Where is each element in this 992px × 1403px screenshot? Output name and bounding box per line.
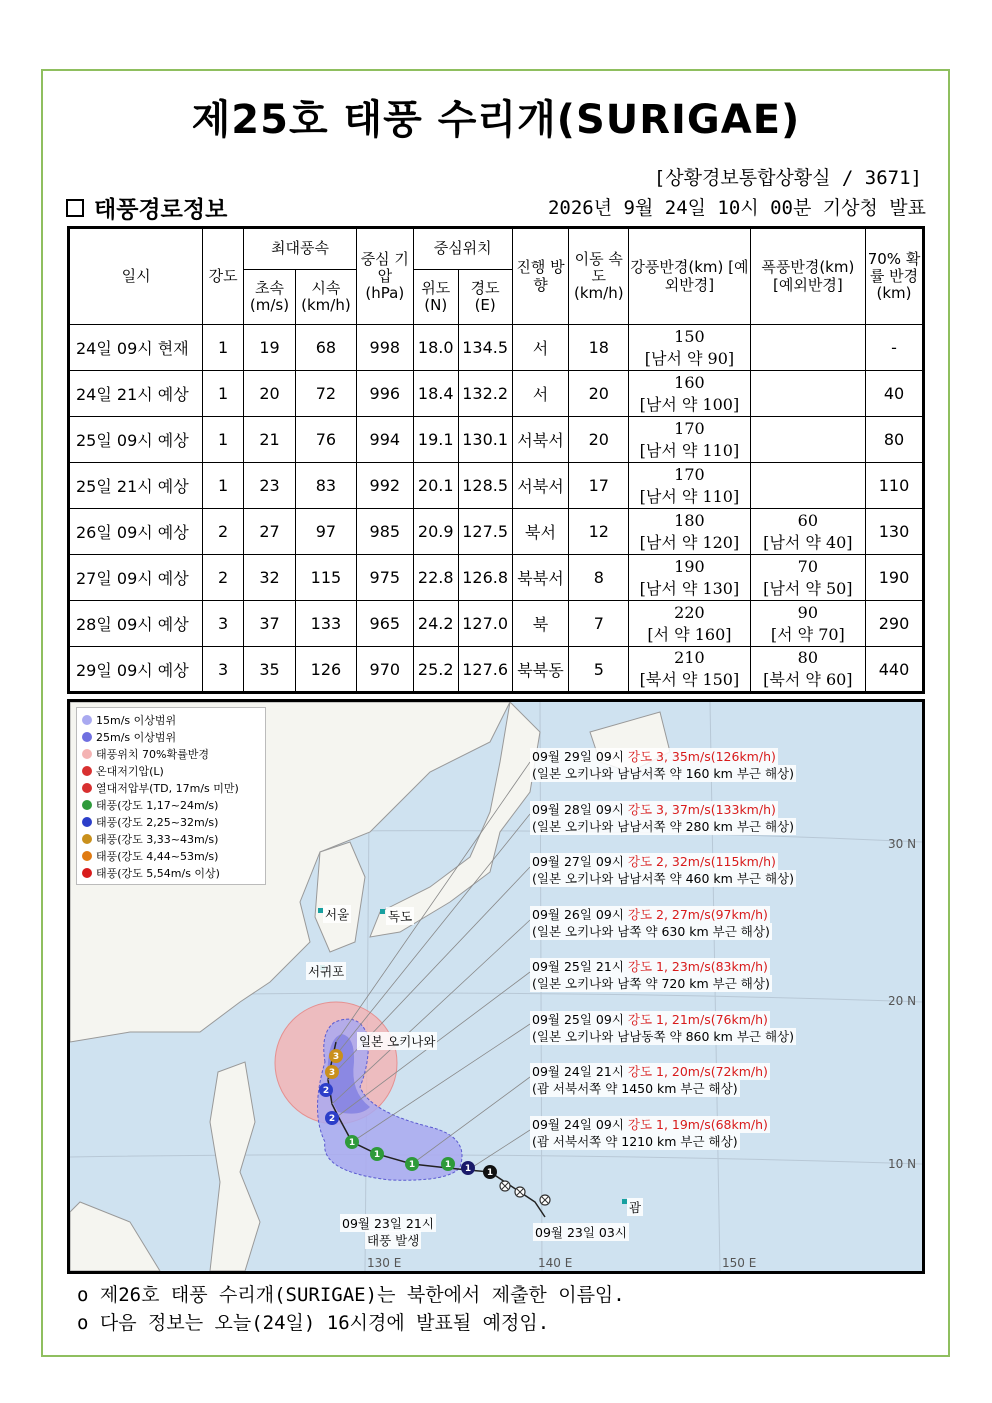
- legend-item: [82, 847, 260, 864]
- cell-speed: 7: [569, 601, 629, 647]
- radius-value: 210: [674, 648, 705, 668]
- legend-label: 태풍(강도 3,33~43m/s): [96, 832, 219, 846]
- track-callout: [530, 1063, 770, 1097]
- callout-location: (일본 오키나와 남쪽 약 630 km 부근 해상): [532, 924, 770, 939]
- cell-time: 25일 09시 예상: [69, 417, 203, 463]
- legend-label: 25m/s 이상범위: [96, 730, 177, 744]
- radius-value: 170: [674, 418, 705, 438]
- callout-strength: 강도 1, 23m/s(83km/h): [627, 959, 768, 974]
- cell-time: 26일 09시 예상: [69, 509, 203, 555]
- svg-text:1: 1: [444, 1160, 452, 1170]
- callout-header: [530, 1116, 770, 1133]
- cell-ms: 35: [244, 647, 296, 693]
- cell-dir: 북북동: [512, 647, 569, 693]
- callout-header: [530, 748, 778, 765]
- cell-hpa: 970: [356, 647, 413, 693]
- cell-dir: 서: [512, 371, 569, 417]
- table-row: [69, 509, 924, 555]
- svg-text:1: 1: [408, 1160, 416, 1170]
- cell-hpa: 965: [356, 601, 413, 647]
- cell-lat: 18.0: [413, 325, 458, 371]
- header-strong-radius: 강풍반경(km) [예외반경]: [629, 228, 750, 325]
- cell-lon: 134.5: [458, 325, 512, 371]
- callout-header: [530, 801, 778, 818]
- cell-lon: 130.1: [458, 417, 512, 463]
- legend-label: 태풍(강도 1,17~24m/s): [96, 798, 219, 812]
- track-callout: [530, 958, 772, 992]
- cell-prob: 130: [866, 509, 924, 555]
- cell-lat: 25.2: [413, 647, 458, 693]
- track-callout: [530, 906, 772, 940]
- legend-label: 태풍(강도 2,25~32m/s): [96, 815, 219, 829]
- cell-speed: 18: [569, 325, 629, 371]
- checkbox-icon: [66, 199, 84, 217]
- callout-date: 09월 26일 09시: [532, 907, 624, 922]
- radius-value: 90: [797, 602, 819, 622]
- callout-location: (괌 서북서쪽 약 1210 km 부근 해상): [532, 1134, 738, 1149]
- callout-strength: 강도 2, 27m/s(97km/h): [627, 907, 768, 922]
- label-genesis: 태풍 발생: [367, 1233, 420, 1248]
- header-datetime: 일시: [69, 228, 203, 325]
- callout-date: 09월 28일 09시: [532, 802, 624, 817]
- label-genesis-date: 09월 23일 21시: [342, 1216, 434, 1231]
- cell-prob: -: [866, 325, 924, 371]
- header-center: 중심위치: [413, 228, 512, 270]
- radius-exception: [남서 약 50]: [763, 578, 853, 598]
- legend-item: [82, 779, 260, 796]
- lat-label-30: 30 N: [888, 837, 917, 851]
- cell-strong-radius: [629, 371, 750, 417]
- table-row: [69, 463, 924, 509]
- notes: [77, 1281, 625, 1337]
- track-map: [67, 699, 925, 1274]
- cell-storm-radius: [750, 509, 865, 555]
- cell-intensity: 3: [203, 647, 244, 693]
- cell-time: 29일 09시 예상: [69, 647, 203, 693]
- cell-ms: 27: [244, 509, 296, 555]
- callout-date: 09월 24일 09시: [532, 1117, 624, 1132]
- cell-intensity: 2: [203, 509, 244, 555]
- cell-storm-radius: [750, 325, 865, 371]
- cell-prob: 80: [866, 417, 924, 463]
- cell-strong-radius: [629, 509, 750, 555]
- svg-text:2: 2: [322, 1086, 330, 1096]
- radius-exception: [북서 약 60]: [763, 670, 853, 689]
- callout-date: 09월 25일 21시: [532, 959, 624, 974]
- cell-lon: 132.2: [458, 371, 512, 417]
- callout-header: [530, 853, 778, 870]
- cell-speed: 5: [569, 647, 629, 693]
- header-intensity: 강도: [203, 228, 244, 325]
- cell-speed: 20: [569, 417, 629, 463]
- legend-swatch-icon: [82, 834, 92, 844]
- cell-speed: 20: [569, 371, 629, 417]
- cell-kmh: 133: [295, 601, 356, 647]
- philippines: [210, 1062, 260, 1271]
- radius-value: 70: [797, 556, 819, 576]
- cell-ms: 37: [244, 601, 296, 647]
- cell-lat: 22.8: [413, 555, 458, 601]
- callout-date: 09월 24일 21시: [532, 1064, 624, 1079]
- cell-intensity: 1: [203, 371, 244, 417]
- cell-kmh: 68: [295, 325, 356, 371]
- legend-item: [82, 711, 260, 728]
- header-direction: 진행 방향: [512, 228, 569, 325]
- cell-strong-radius: [629, 417, 750, 463]
- callout-strength: 강도 1, 20m/s(72km/h): [627, 1064, 768, 1079]
- radius-value: 80: [797, 648, 819, 668]
- cell-lon: 127.5: [458, 509, 512, 555]
- callout-location: (일본 오키나와 남남서쪽 약 280 km 부근 해상): [532, 819, 794, 834]
- cell-time: 24일 21시 예상: [69, 371, 203, 417]
- cell-kmh: 115: [295, 555, 356, 601]
- radius-exception: [남서 약 110]: [639, 440, 740, 460]
- cell-kmh: 76: [295, 417, 356, 463]
- callout-location: (일본 오키나와 남남서쪽 약 160 km 부근 해상): [532, 766, 794, 781]
- lon-label-130: 130 E: [367, 1256, 402, 1270]
- cell-hpa: 994: [356, 417, 413, 463]
- callout-location: (일본 오키나와 남남서쪽 약 460 km 부근 해상): [532, 871, 794, 886]
- announcement: 2026년 9월 24일 10시 00분 기상청 발표: [547, 197, 926, 219]
- callout-strength: 강도 3, 35m/s(126km/h): [627, 749, 776, 764]
- cell-hpa: 992: [356, 463, 413, 509]
- lon-label-150: 150 E: [722, 1256, 757, 1270]
- svg-text:2: 2: [328, 1114, 336, 1124]
- cell-lat: 20.9: [413, 509, 458, 555]
- svg-text:3: 3: [332, 1052, 340, 1062]
- cell-lat: 20.1: [413, 463, 458, 509]
- legend-item: [82, 745, 260, 762]
- svg-text:3: 3: [328, 1068, 336, 1078]
- cell-dir: 북: [512, 601, 569, 647]
- radius-exception: [서 약 160]: [647, 624, 732, 644]
- callout-strength: 강도 2, 32m/s(115km/h): [627, 854, 776, 869]
- radius-exception: [북서 약 150]: [639, 670, 740, 689]
- table-row: [69, 555, 924, 601]
- cell-prob: 40: [866, 371, 924, 417]
- cell-strong-radius: [629, 647, 750, 693]
- map-legend: [76, 707, 266, 885]
- section-heading: [66, 191, 227, 224]
- legend-label: 온대저기압(L): [96, 764, 164, 778]
- legend-label: 15m/s 이상범위: [96, 713, 177, 727]
- cell-hpa: 985: [356, 509, 413, 555]
- legend-label: 태풍(강도 5,54m/s 이상): [96, 866, 220, 880]
- page-title: 제25호 태풍 수리개(SURIGAE): [191, 97, 801, 143]
- header-lon: 경도 (E): [458, 270, 512, 325]
- callout-strength: 강도 1, 21m/s(76km/h): [627, 1012, 768, 1027]
- label-dokdo: 독도: [388, 909, 413, 924]
- note-1: o 제26호 태풍 수리개(SURIGAE)는 북한에서 제출한 이름임.: [77, 1284, 625, 1306]
- cell-ms: 20: [244, 371, 296, 417]
- typhoon-track-table: [67, 226, 925, 694]
- cell-strong-radius: [629, 463, 750, 509]
- callout-date: 09월 25일 09시: [532, 1012, 624, 1027]
- radius-exception: [남서 약 100]: [639, 394, 740, 414]
- legend-swatch-icon: [82, 817, 92, 827]
- cell-prob: 110: [866, 463, 924, 509]
- cell-dir: 서: [512, 325, 569, 371]
- cell-storm-radius: [750, 371, 865, 417]
- cell-time: 24일 09시 현재: [69, 325, 203, 371]
- header-wind-kmh: 시속 (km/h): [295, 270, 356, 325]
- radius-exception: [남서 약 90]: [644, 348, 735, 368]
- issuing-office: [상황경보통합상황실 / 3671]: [653, 167, 922, 189]
- radius-value: 150: [674, 326, 705, 346]
- label-start: 09월 23일 03시: [535, 1225, 627, 1240]
- callout-header: [530, 906, 770, 923]
- cell-ms: 23: [244, 463, 296, 509]
- cell-prob: 190: [866, 555, 924, 601]
- svg-text:1: 1: [348, 1138, 356, 1148]
- cell-speed: 8: [569, 555, 629, 601]
- legend-swatch-icon: [82, 732, 92, 742]
- callout-location: (괌 서북서쪽 약 1450 km 부근 해상): [532, 1081, 738, 1096]
- track-callout: [530, 1116, 770, 1150]
- cell-strong-radius: [629, 555, 750, 601]
- cell-intensity: 1: [203, 417, 244, 463]
- cell-dir: 서북서: [512, 463, 569, 509]
- cell-time: 28일 09시 예상: [69, 601, 203, 647]
- cell-intensity: 1: [203, 325, 244, 371]
- svg-text:1: 1: [373, 1150, 381, 1160]
- table-row: [69, 325, 924, 371]
- header-wind-ms: 초속 (m/s): [244, 270, 296, 325]
- legend-label: 태풍위치 70%확률반경: [96, 747, 209, 761]
- cell-hpa: 998: [356, 325, 413, 371]
- legend-swatch-icon: [82, 749, 92, 759]
- cell-ms: 32: [244, 555, 296, 601]
- radius-exception: [남서 약 130]: [639, 578, 740, 598]
- radius-exception: [남서 약 120]: [639, 532, 740, 552]
- svg-text:1: 1: [486, 1168, 494, 1178]
- legend-label: 태풍(강도 4,44~53m/s): [96, 849, 219, 863]
- cell-lon: 126.8: [458, 555, 512, 601]
- header-pressure: 중심 기압 (hPa): [356, 228, 413, 325]
- cell-lon: 127.6: [458, 647, 512, 693]
- cell-storm-radius: [750, 647, 865, 693]
- cell-kmh: 83: [295, 463, 356, 509]
- callout-location: (일본 오키나와 남남동쪽 약 860 km 부근 해상): [532, 1029, 794, 1044]
- radius-exception: [남서 약 40]: [763, 532, 853, 552]
- callout-date: 09월 27일 09시: [532, 854, 624, 869]
- lon-label-140: 140 E: [538, 1256, 573, 1270]
- legend-swatch-icon: [82, 800, 92, 810]
- cell-dir: 북북서: [512, 555, 569, 601]
- korea-peninsula: [315, 842, 365, 952]
- radius-value: 220: [674, 602, 705, 622]
- label-seoul: 서울: [325, 907, 350, 922]
- table-row: [69, 601, 924, 647]
- cell-lat: 19.1: [413, 417, 458, 463]
- header-lat: 위도 (N): [413, 270, 458, 325]
- callout-strength: 강도 3, 37m/s(133km/h): [627, 802, 776, 817]
- cell-speed: 17: [569, 463, 629, 509]
- legend-item: [82, 762, 260, 779]
- cell-ms: 21: [244, 417, 296, 463]
- cell-prob: 440: [866, 647, 924, 693]
- label-guam: 괌: [629, 1200, 642, 1215]
- cell-dir: 북서: [512, 509, 569, 555]
- cell-time: 25일 21시 예상: [69, 463, 203, 509]
- legend-label: 열대저압부(TD, 17m/s 미만): [96, 781, 239, 795]
- cell-kmh: 126: [295, 647, 356, 693]
- track-callout: [530, 1011, 796, 1045]
- callout-header: [530, 1011, 770, 1028]
- radius-exception: [남서 약 110]: [639, 486, 740, 506]
- callout-header: [530, 958, 770, 975]
- cell-storm-radius: [750, 417, 865, 463]
- callout-header: [530, 1063, 770, 1080]
- cell-storm-radius: [750, 555, 865, 601]
- cell-dir: 서북서: [512, 417, 569, 463]
- cell-storm-radius: [750, 463, 865, 509]
- legend-swatch-icon: [82, 851, 92, 861]
- radius-value: 60: [797, 510, 819, 530]
- cell-kmh: 97: [295, 509, 356, 555]
- cell-hpa: 975: [356, 555, 413, 601]
- legend-item: [82, 830, 260, 847]
- table-row: [69, 647, 924, 693]
- cell-prob: 290: [866, 601, 924, 647]
- section-title: 태풍경로정보: [94, 197, 228, 223]
- radius-value: 170: [674, 464, 705, 484]
- cell-kmh: 72: [295, 371, 356, 417]
- svg-text:1: 1: [464, 1164, 472, 1174]
- label-okinawa: 일본 오키나와: [359, 1034, 436, 1049]
- cell-ms: 19: [244, 325, 296, 371]
- legend-swatch-icon: [82, 868, 92, 878]
- cell-time: 27일 09시 예상: [69, 555, 203, 601]
- cell-lon: 128.5: [458, 463, 512, 509]
- label-seogwipo: 서귀포: [308, 964, 345, 979]
- radius-exception: [서 약 70]: [770, 624, 845, 644]
- header-speed: 이동 속도 (km/h): [569, 228, 629, 325]
- note-2: o 다음 정보는 오늘(24일) 16시경에 발표될 예정임.: [77, 1312, 550, 1334]
- legend-item: [82, 864, 260, 881]
- cell-lon: 127.0: [458, 601, 512, 647]
- lat-label-10: 10 N: [888, 1157, 917, 1171]
- radius-value: 180: [674, 510, 705, 530]
- track-callout: [530, 801, 796, 835]
- table-row: [69, 417, 924, 463]
- cell-speed: 12: [569, 509, 629, 555]
- legend-swatch-icon: [82, 715, 92, 725]
- radius-value: 160: [674, 372, 705, 392]
- legend-item: [82, 796, 260, 813]
- cell-intensity: 3: [203, 601, 244, 647]
- cell-lat: 24.2: [413, 601, 458, 647]
- legend-swatch-icon: [82, 783, 92, 793]
- cell-intensity: 1: [203, 463, 244, 509]
- cell-strong-radius: [629, 325, 750, 371]
- cell-strong-radius: [629, 601, 750, 647]
- cell-hpa: 996: [356, 371, 413, 417]
- table-row: [69, 371, 924, 417]
- cell-lat: 18.4: [413, 371, 458, 417]
- cell-intensity: 2: [203, 555, 244, 601]
- header-storm-radius: 폭풍반경(km) [예외반경]: [750, 228, 865, 325]
- cell-storm-radius: [750, 601, 865, 647]
- callout-strength: 강도 1, 19m/s(68km/h): [627, 1117, 768, 1132]
- header-prob70: 70% 확률 반경 (km): [866, 228, 924, 325]
- lat-label-20: 20 N: [888, 994, 917, 1008]
- legend-item: [82, 813, 260, 830]
- track-callout: [530, 853, 796, 887]
- callout-location: (일본 오키나와 남쪽 약 720 km 부근 해상): [532, 976, 770, 991]
- radius-value: 190: [674, 556, 705, 576]
- track-callout: [530, 748, 796, 782]
- legend-swatch-icon: [82, 766, 92, 776]
- callout-date: 09월 29일 09시: [532, 749, 624, 764]
- legend-item: [82, 728, 260, 745]
- header-max-wind: 최대풍속: [244, 228, 357, 270]
